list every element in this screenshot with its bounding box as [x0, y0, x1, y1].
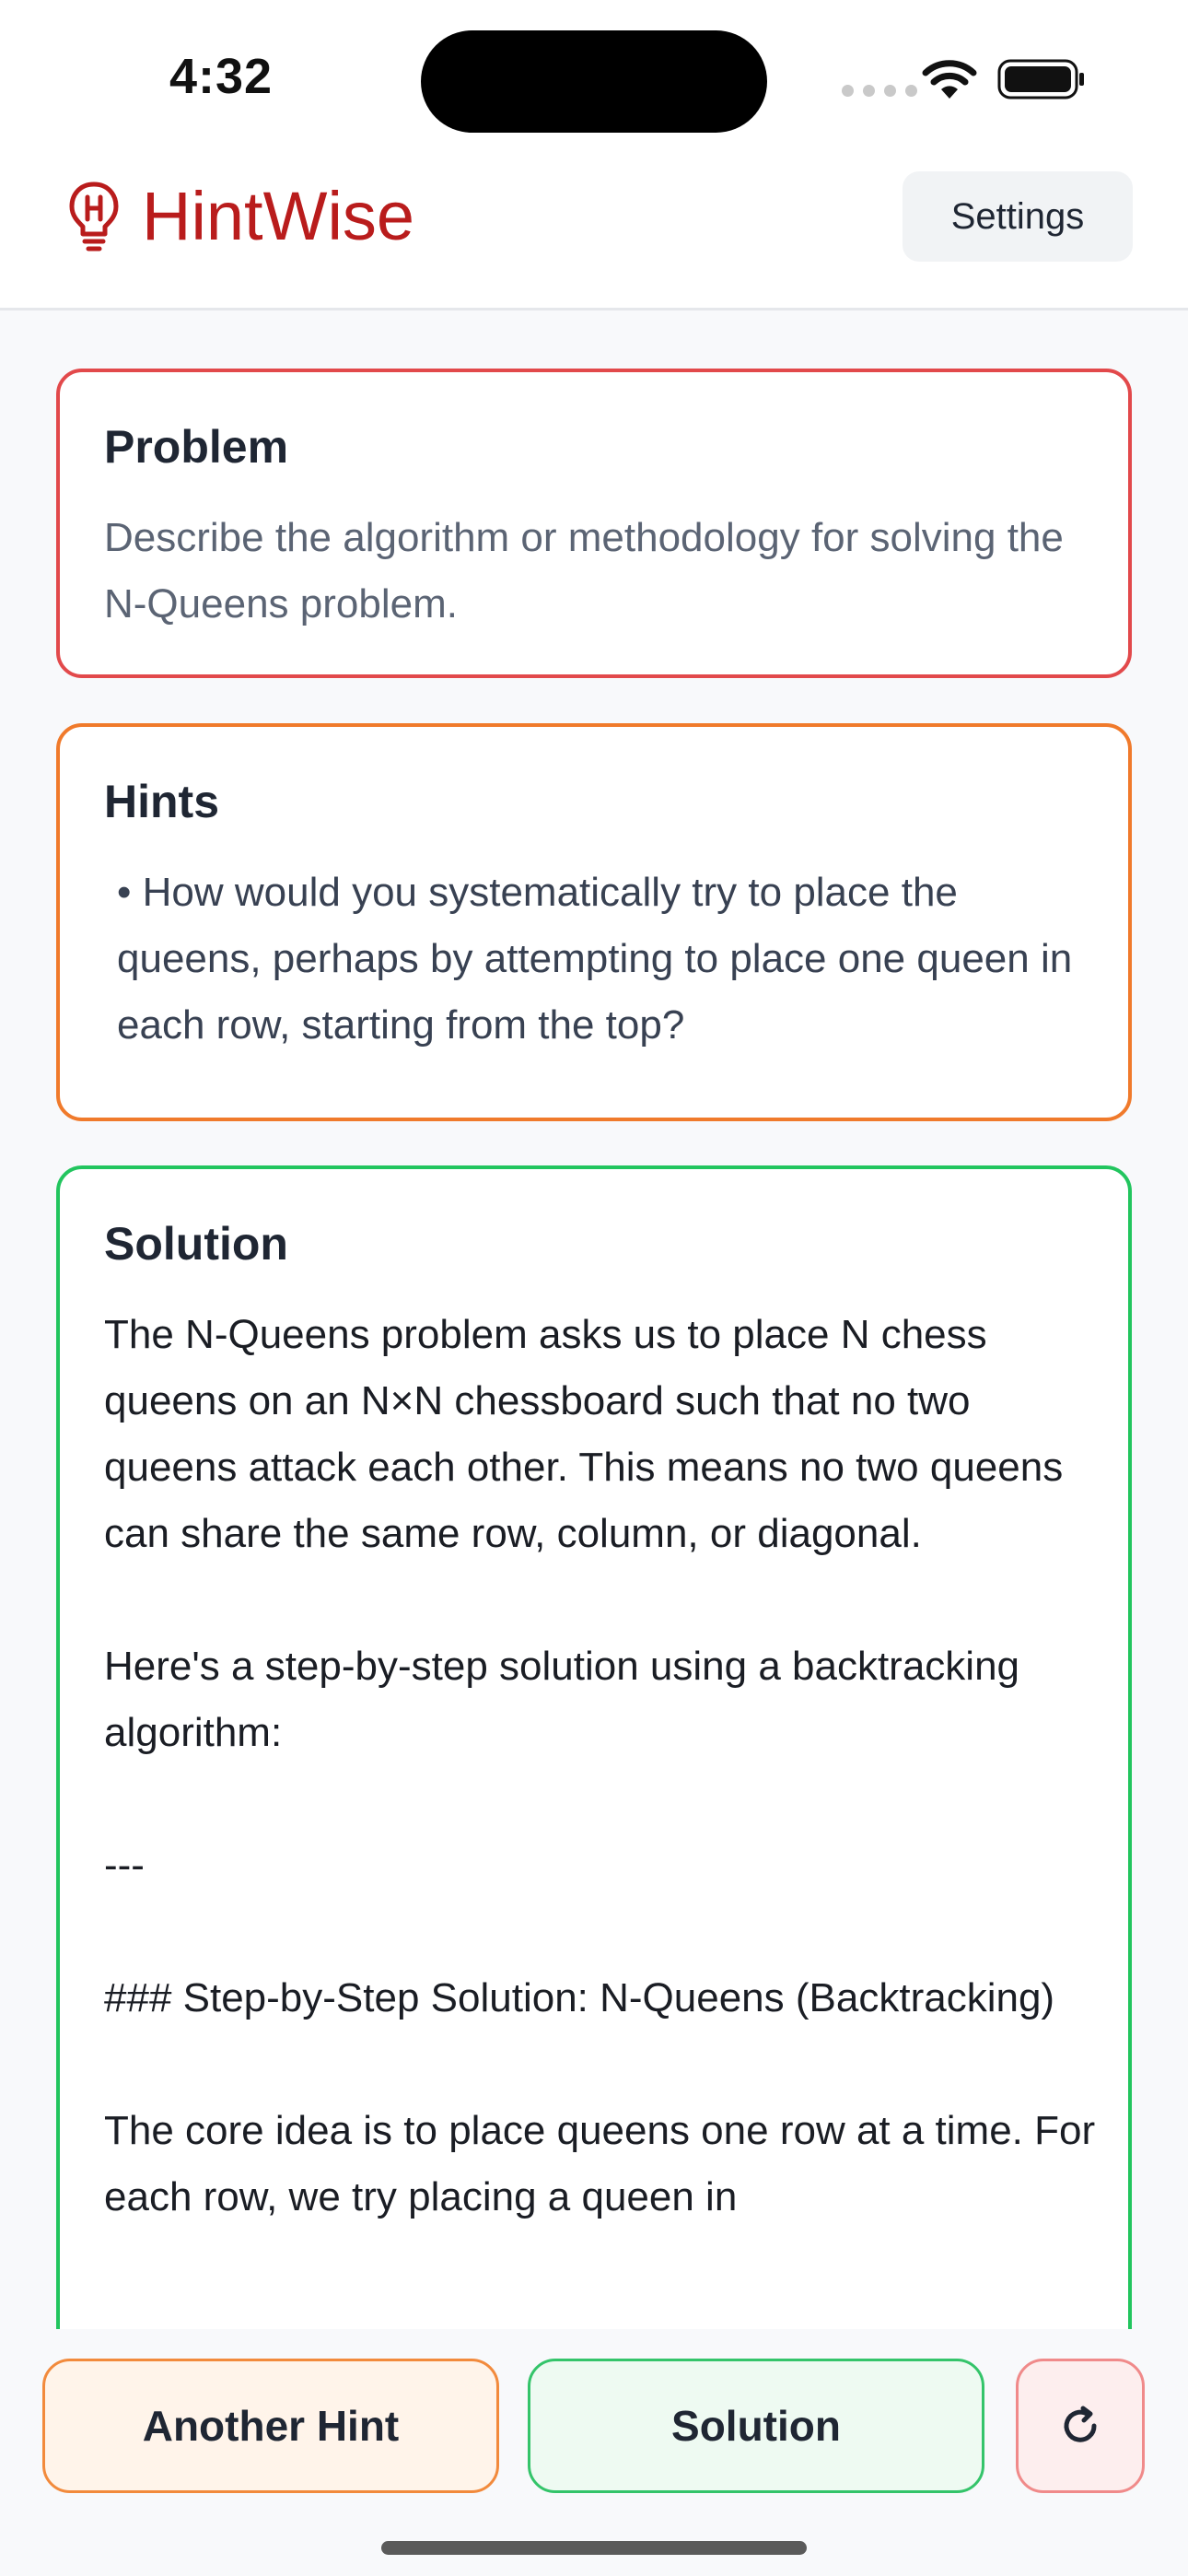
problem-text: Describe the algorithm or methodology for solving the N-Queens problem.	[104, 515, 1064, 626]
lightbulb-icon	[66, 181, 122, 252]
hints-card	[56, 723, 1132, 1121]
battery-icon	[997, 59, 1086, 100]
refresh-icon	[1055, 2401, 1105, 2451]
problem-title: Problem	[104, 421, 289, 473]
wifi-icon	[921, 58, 978, 100]
header-bar	[0, 0, 1188, 310]
app-title: HintWise	[142, 178, 415, 254]
solution-title: Solution	[104, 1218, 288, 1270]
dynamic-island	[421, 30, 767, 133]
cellular-signal-icon	[842, 85, 917, 97]
reset-button[interactable]	[1016, 2359, 1145, 2493]
hints-title: Hints	[104, 776, 219, 827]
problem-card	[56, 369, 1132, 678]
hint-item: • How would you systematically try to place the queens, perhaps by attempting to place one queen in each row, starting from the top?	[117, 870, 1073, 1048]
home-indicator[interactable]	[381, 2541, 807, 2555]
hint-list	[117, 860, 1093, 1059]
brand	[66, 177, 414, 255]
status-time: 4:32	[169, 49, 274, 104]
settings-button[interactable]: Settings	[903, 171, 1133, 262]
solution-button[interactable]: Solution	[528, 2359, 984, 2493]
solution-text: The N-Queens problem asks us to place N chess queens on an N×N chessboard such that no two queens attack each other. This means no two queens can share the same row, column, or diagonal. Here's a step-by-step solution using a backtracking algorithm: --- ### Step-by-Step Solution: N-Queens (Backtracking) The core idea is to place queens one row at a time. For each row, we try placing a queen in	[104, 1312, 1096, 2219]
another-hint-button[interactable]: Another Hint	[42, 2359, 499, 2493]
